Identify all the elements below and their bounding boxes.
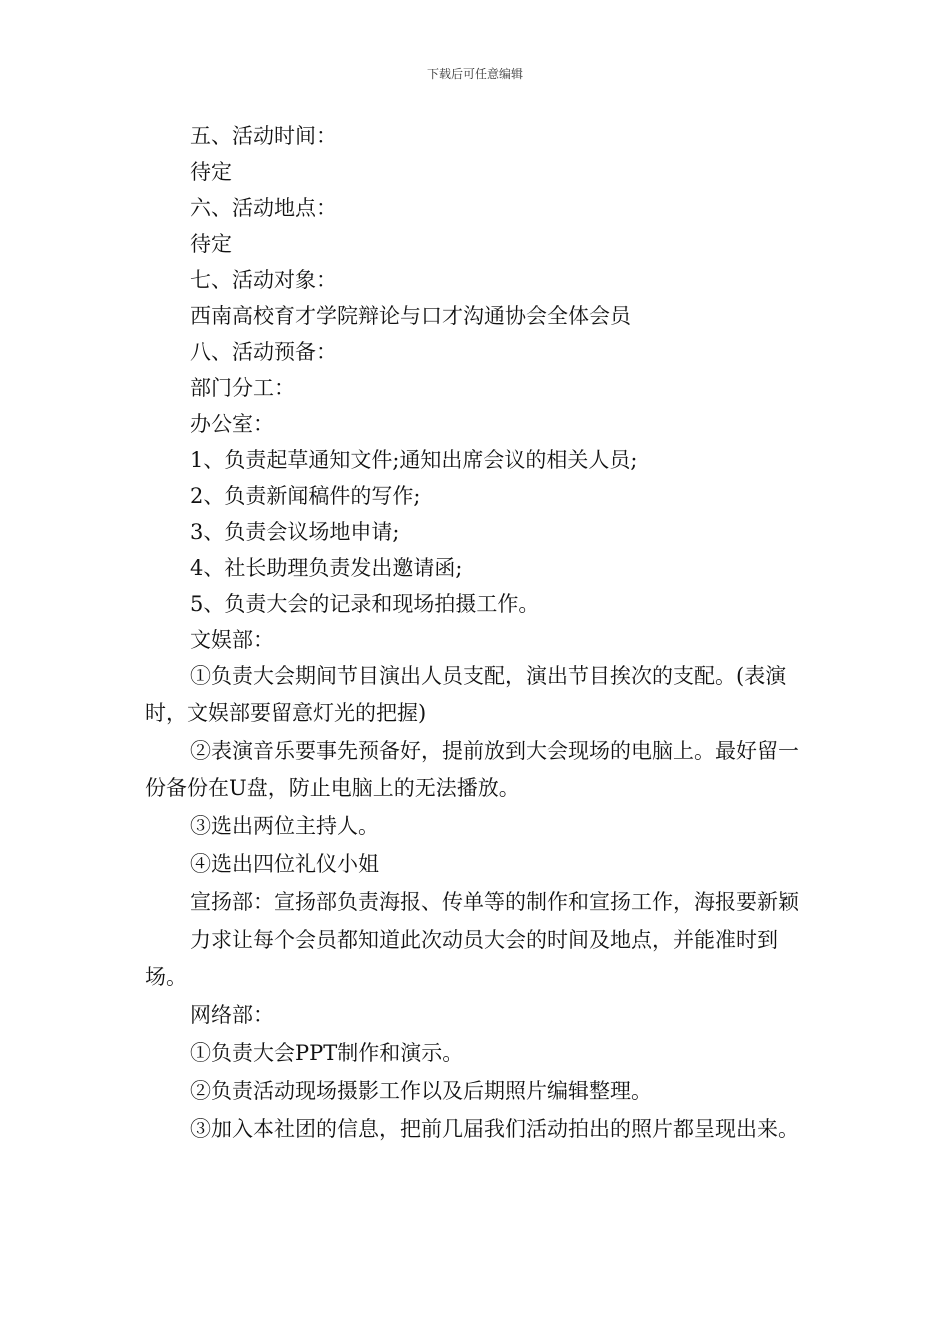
wenyu-item-2: ②表演音乐要事先预备好，提前放到大会现场的电脑上。最好留一份备份在U盘，防止电脑上的无法播放。	[145, 739, 799, 800]
section-heading-preparation: 八、活动预备：	[190, 340, 337, 364]
department-title-wangluo: 网络部：	[190, 1003, 274, 1027]
list-item: 5、负责大会的记录和现场拍摄工作。	[190, 592, 540, 616]
list-item: 2、负责新闻稿件的写作;	[190, 484, 421, 508]
wangluo-item-2: ②负责活动现场摄影工作以及后期照片编辑整理。	[190, 1079, 652, 1103]
section-heading-audience: 七、活动对象：	[190, 268, 337, 292]
document-body	[145, 118, 807, 1149]
wangluo-item-3: ③加入本社团的信息，把前几届我们活动拍出的照片都呈现出来。	[190, 1117, 799, 1141]
page-header-note: 下载后可任意编辑	[426, 67, 523, 81]
list-item: 1、负责起草通知文件;通知出席会议的相关人员;	[190, 448, 638, 472]
list-item: 4、社长助理负责发出邀请函;	[190, 556, 463, 580]
wangluo-item-1: ①负责大会PPT制作和演示。	[190, 1041, 464, 1065]
department-title-office: 办公室：	[190, 412, 274, 436]
text-line: 待定	[190, 160, 232, 184]
wenyu-item-3: ③选出两位主持人。	[190, 814, 379, 838]
text-line: 部门分工：	[190, 376, 295, 400]
section-heading-place: 六、活动地点：	[190, 196, 337, 220]
department-title-wenyu: 文娱部：	[190, 628, 274, 652]
text-line: 待定	[190, 232, 232, 256]
text-line: 西南高校育才学院辩论与口才沟通协会全体会员	[190, 304, 631, 328]
section-heading-time: 五、活动时间：	[190, 124, 337, 148]
wenyu-item-1: ①负责大会期间节目演出人员支配，演出节目挨次的支配。(表演时，文娱部要留意灯光的把握)	[145, 664, 787, 725]
wenyu-item-4: ④选出四位礼仪小姐	[190, 852, 379, 876]
list-item: 3、负责会议场地申请;	[190, 520, 400, 544]
xuanyang-paragraph-1: 宣扬部：宣扬部负责海报、传单等的制作和宣扬工作，海报要新颖	[190, 890, 799, 914]
xuanyang-paragraph-2: 力求让每个会员都知道此次动员大会的时间及地点，并能准时到场。	[145, 928, 778, 989]
